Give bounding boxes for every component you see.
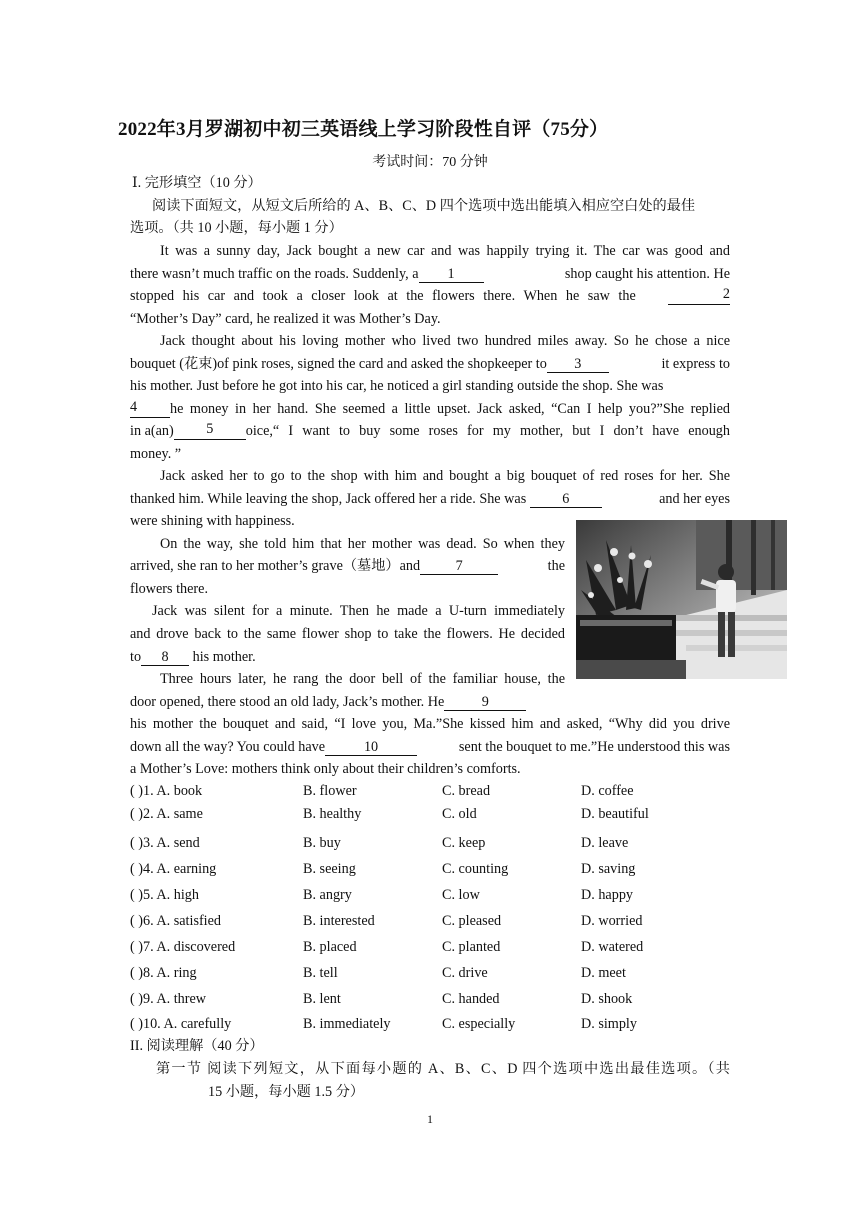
passage-text: there wasn’t much traffic on the roads. Suddenly, a [130,266,419,282]
passage-text: oice,“ I want to buy some roses for my mother, but I don’t have enough [245,423,730,439]
option-c: C. pleased [442,913,502,929]
option-d: D. simply [581,1016,637,1032]
blank-3: 3 [547,357,609,373]
option-c: C. planted [442,939,501,955]
option-b: B. angry [303,887,352,903]
passage-line: It was a sunny day, Jack bought a new car and was happily trying it. The car was good and [160,243,730,259]
passage-text: sent the bouquet to me.”He understood this was [458,739,730,755]
passage-line [130,265,730,283]
option-d: D. shook [581,991,633,1007]
blank-10: 10 [325,740,417,756]
option-d: D. worried [581,913,643,929]
passage-line [130,693,526,711]
option-c: C. bread [442,783,491,799]
option-c: C. low [442,887,480,903]
passage-text: door opened, there stood an old lady, Jack’s mother. He [130,694,445,710]
page-number: 1 [427,1112,433,1126]
passage-text: to [130,649,142,665]
passage-text: the [547,558,565,574]
passage-text: thanked him. While leaving the shop, Jack offered her a ride. She was [130,491,527,507]
passage-line [130,738,730,756]
blank-4: 4 [130,400,170,418]
option-d: D. meet [581,965,626,981]
story-photo [576,520,787,679]
question-stem: ( )9. A. threw [130,991,207,1007]
passage-line [130,355,730,373]
passage-line: Jack was silent for a minute. Then he made a U-turn immediately [152,603,565,619]
passage-line: his mother the bouquet and said, “I love you, Ma.”She kissed him and asked, “Why did you drive [130,716,730,732]
blank-8: 8 [141,650,189,666]
option-b: B. interested [303,913,375,929]
passage-text: arrived, she ran to her mother’s grave（墓地）and [130,558,421,574]
passage-line [130,490,730,508]
passage-line: Jack asked her to go to the shop with him and bought a big bouquet of red roses for her. She [160,468,730,484]
passage-line [130,287,730,305]
option-d: D. coffee [581,783,634,799]
section-1-instructions-line-2: 选项。（共 10 小题，每小题 1 分） [130,220,343,236]
passage-line: flowers there. [130,581,208,597]
passage-text: bouquet (花束)of pink roses, signed the card and asked the shopkeeper to [130,356,547,372]
passage-line: Three hours later, he rang the door bell of the familiar house, the [160,671,565,687]
exam-time: 考试时间：70 分钟 [372,155,488,170]
blank-1: 1 [419,267,484,283]
option-d: D. saving [581,861,636,877]
section-1-heading: Ⅰ. 完形填空（10 分） [132,175,262,191]
question-stem: ( )4. A. earning [130,861,217,877]
passage-line [130,557,565,575]
option-c: C. keep [442,835,486,851]
passage-line [130,422,730,440]
question-stem: ( )3. A. send [130,835,200,851]
question-stem: ( )10. A. carefully [130,1016,232,1032]
section-2-instructions-line-2: 15 小题，每小题 1.5 分） [208,1084,365,1100]
passage-text: he money in her hand. She seemed a little upset. Jack asked, “Can I help you?”She replied [170,401,730,417]
passage-line [130,648,256,666]
option-c: C. old [442,806,477,822]
option-c: C. drive [442,965,488,981]
passage-line: and drove back to the same flower shop to take the flowers. He decided [130,626,565,642]
passage-text: down all the way? You could have [130,739,326,755]
question-stem: ( )2. A. same [130,806,203,822]
page-title: 2022年3月罗湖初中初三英语线上学习阶段性自评（75分） [118,119,609,140]
option-c: C. especially [442,1016,516,1032]
question-stem: ( )7. A. discovered [130,939,236,955]
option-d: D. leave [581,835,629,851]
option-b: B. placed [303,939,357,955]
passage-line: his mother. Just before he got into his car, he noticed a girl standing outside the shop. She was [130,378,664,394]
passage-line: On the way, she told him that her mother was dead. So when they [160,536,565,552]
question-stem: ( )6. A. satisfied [130,913,222,929]
passage-line: Jack thought about his loving mother who lived two hundred miles away. So he chose a nice [160,333,730,349]
blank-6: 6 [530,492,602,508]
option-d: D. happy [581,887,634,903]
blank-9: 9 [444,695,526,711]
passage-line: money. ” [130,446,182,462]
question-stem: ( )5. A. high [130,887,199,903]
section-2-heading: II. 阅读理解（40 分） [130,1038,264,1054]
passage-text: stopped his car and took a closer look at the flowers there. When he saw the [130,288,636,304]
option-d: D. watered [581,939,644,955]
option-b: B. immediately [303,1016,391,1032]
question-stem: ( )1. A. book [130,783,203,799]
option-b: B. seeing [303,861,356,877]
option-b: B. lent [303,991,341,1007]
section-2-instructions-line-1: 第一节 阅读下列短文，从下面每小题的 A、B、C、D 四个选项中选出最佳选项。（共 [156,1061,730,1077]
blank-7: 7 [420,559,498,575]
passage-line: were shining with happiness. [130,513,295,529]
passage-line [130,400,730,418]
option-c: C. counting [442,861,509,877]
passage-line: “Mother’s Day” card, he realized it was Mother’s Day. [130,311,441,327]
section-1-instructions-line-1: 阅读下面短文，从短文后所给的 A、B、C、D 四个选项中选出能填入相应空白处的最佳 [152,198,696,214]
option-b: B. healthy [303,806,362,822]
passage-line: a Mother’s Love: mothers think only about their children’s comforts. [130,761,521,777]
option-b: B. flower [303,783,357,799]
option-b: B. tell [303,965,338,981]
option-d: D. beautiful [581,806,649,822]
question-stem: ( )8. A. ring [130,965,197,981]
passage-text: and her eyes [659,491,730,507]
passage-text: shop caught his attention. He [564,266,730,282]
option-c: C. handed [442,991,500,1007]
blank-2: 2 [668,287,730,305]
passage-text: his mother. [192,649,256,665]
blank-5: 5 [174,422,246,440]
passage-text: it express to [661,356,730,372]
passage-text: in a(an) [130,423,174,439]
option-b: B. buy [303,835,341,851]
